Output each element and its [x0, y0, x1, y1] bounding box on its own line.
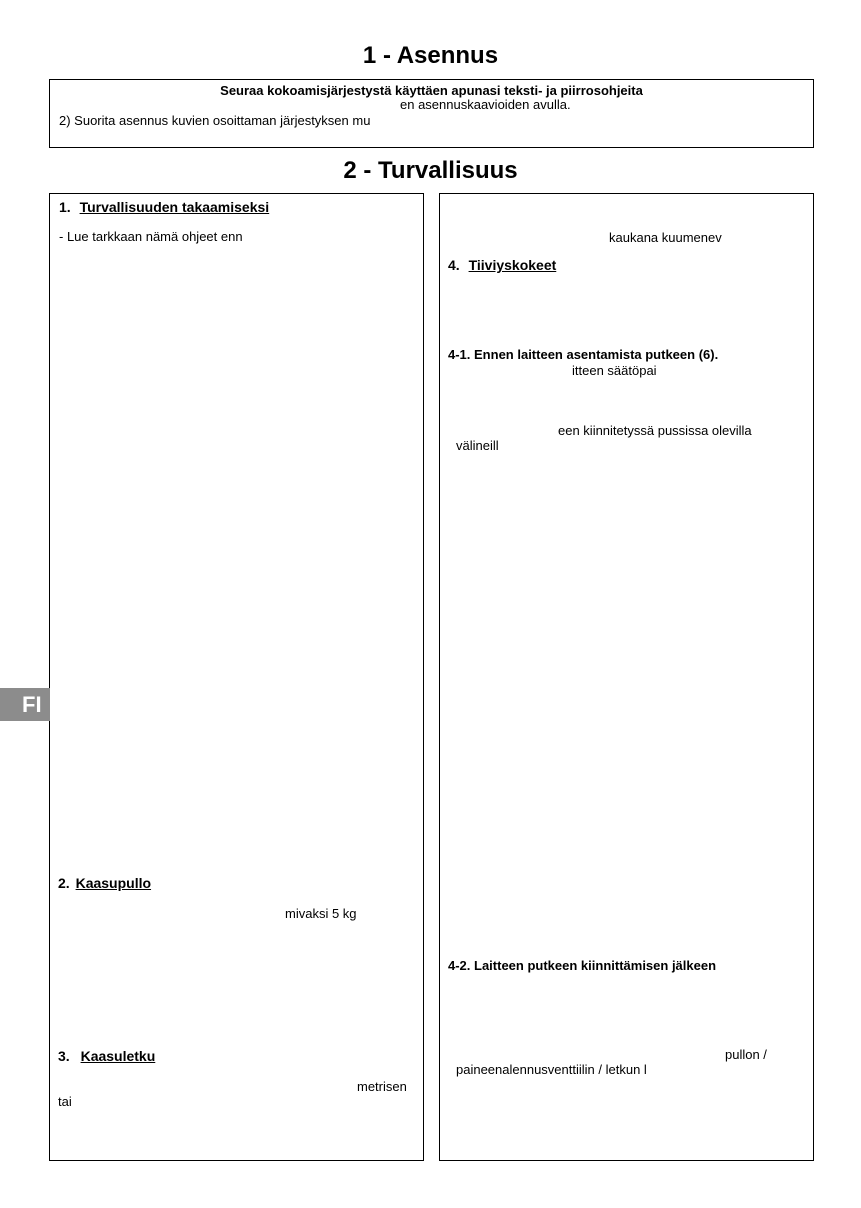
- asennus-line-3: 2) Suorita asennus kuvien osoittaman järjestyksen mu: [59, 113, 371, 128]
- asennus-line-2: en asennuskaavioiden avulla.: [400, 97, 571, 112]
- heading-kaasupullo: [58, 875, 151, 891]
- heading-number: 3.: [58, 1048, 70, 1064]
- paragraph-4-1-a: itteen säätöpai: [572, 363, 657, 378]
- right-column-box: [439, 193, 814, 1161]
- heading-text: Turvallisuuden takaamiseksi: [79, 199, 270, 215]
- heading-tiiviyskokeet: [448, 257, 556, 273]
- paragraph-kaukana: kaukana kuumenev: [609, 230, 722, 245]
- paragraph-4-1-c: välineill: [456, 438, 499, 453]
- heading-text: Tiiviyskokeet: [468, 257, 557, 273]
- heading-number: 4.: [448, 257, 460, 273]
- asennus-box: [49, 79, 814, 148]
- section-title-asennus: 1 - Asennus: [362, 42, 499, 69]
- paragraph-tai: tai: [58, 1094, 72, 1109]
- paragraph-4-2-b: paineenalennusventtiilin / letkun l: [456, 1062, 647, 1077]
- heading-4-2: 4-2. Laitteen putkeen kiinnittämisen jälkeen: [448, 958, 717, 973]
- paragraph-4-2-a: pullon /: [725, 1047, 767, 1062]
- heading-text: Kaasupullo: [75, 875, 152, 891]
- paragraph-kaasupullo: mivaksi 5 kg: [285, 906, 357, 921]
- heading-4-1: 4-1. Ennen laitteen asentamista putkeen (6).: [448, 347, 719, 362]
- heading-number: 1.: [59, 199, 71, 215]
- left-column-box: [49, 193, 424, 1161]
- section-title-turvallisuus: 2 - Turvallisuus: [343, 157, 518, 184]
- language-tab-fi: FI: [0, 688, 50, 721]
- paragraph-metrisen: metrisen: [357, 1079, 407, 1094]
- paragraph-lue: - Lue tarkkaan nämä ohjeet enn: [59, 229, 243, 244]
- heading-kaasuletku: [58, 1048, 155, 1064]
- paragraph-4-1-b: een kiinnitetyssä pussissa olevilla: [558, 423, 752, 438]
- heading-text: Kaasuletku: [80, 1048, 156, 1064]
- heading-number: 2.: [58, 875, 70, 891]
- asennus-line-1: Seuraa kokoamisjärjestystä käyttäen apunasi teksti- ja piirrosohjeita: [220, 83, 643, 98]
- heading-turvallisuus: [59, 199, 269, 215]
